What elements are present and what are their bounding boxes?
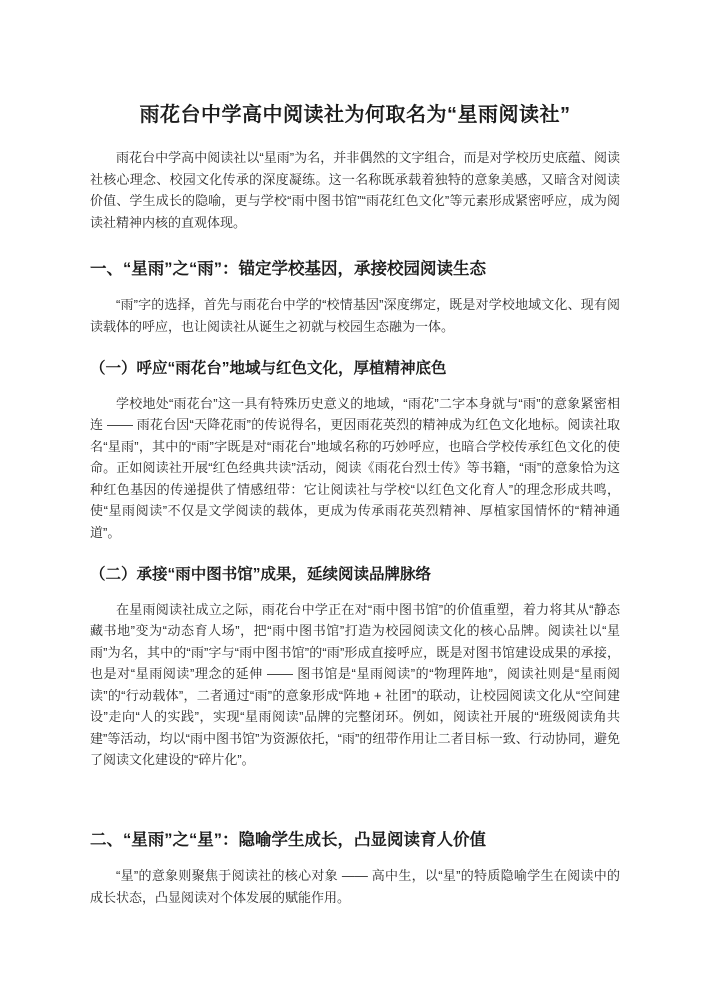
section-2-heading: 二、“星雨”之“星”：隐喻学生成长，凸显阅读育人价值: [90, 830, 486, 849]
document-title: 雨花台中学高中阅读社为何取名为“星雨阅读社”: [139, 104, 571, 126]
section-1-heading: 一、“星雨”之“雨”：锚定学校基因，承接校园阅读生态: [90, 260, 486, 278]
section-1-sub-1-heading: （一）呼应“雨花台”地域与红色文化，厚植精神底色: [90, 360, 447, 378]
section-2-lead-paragraph: “星”的意象则聚焦于阅读社的核心对象 —— 高中生，以“星”的特质隐喻学生在阅读中的成长状态，凸显阅读对个体发展的赋能作用。: [90, 868, 620, 905]
section-1-sub-1-paragraph: 学校地处“雨花台”这一具有特殊历史意义的地域，“雨花”二字本身就与“雨”的意象紧密相连 —— 雨花台因“天降花雨”的传说得名，更因雨花英烈的精神成为红色文化地标。阅读社取名“星雨”，其中的“雨”字既是对“雨花台”地域名称的巧妙呼应，也暗合学校传承红色文化的使命。正如阅读社开展“红色经典共读”活动，阅读《雨花台烈士传》等书籍，“雨”的意象恰为这种红色基因的传递提供了情感纽带：它让阅读社与学校“以红色文化育人”的理念形成共鸣，使“星雨阅读”不仅是文学阅读的载体，更成为传承雨花英烈精神、厚植家国情怀的“精神通道”。: [90, 395, 620, 540]
section-1-sub-2-heading: （二）承接“雨中图书馆”成果，延续阅读品牌脉络: [90, 566, 432, 584]
section-1-lead-paragraph: “雨”字的选择，首先与雨花台中学的“校情基因”深度绑定，既是对学校地域文化、现有阅读载体的呼应，也让阅读社从诞生之初就与校园生态融为一体。: [90, 297, 620, 334]
section-1-sub-2-paragraph: 在星雨阅读社成立之际，雨花台中学正在对“雨中图书馆”的价值重塑，着力将其从“静态藏书地”变为“动态育人场”，把“雨中图书馆”打造为校园阅读文化的核心品牌。阅读社以“星雨”为名，其中的“雨”字与“雨中图书馆”的“雨”形成直接呼应，既是对图书馆建设成果的承接，也是对“星雨阅读”理念的延伸 —— 图书馆是“星雨阅读”的“物理阵地”，阅读社则是“星雨阅读”的“行动载体”，二者通过“雨”的意象形成“阵地 + 社团”的联动，让校园阅读文化从“空间建设”走向“人的实践”，实现“星雨阅读”品牌的完整闭环。例如，阅读社开展的“班级阅读角共建”等活动，均以“雨中图书馆”为资源依托，“雨”的纽带作用让二者目标一致、行动协同，避免了阅读文化建设的“碎片化”。: [90, 601, 620, 768]
intro-paragraph: 雨花台中学高中阅读社以“星雨”为名，并非偶然的文字组合，而是对学校历史底蕴、阅读社核心理念、校园文化传承的深度凝练。这一名称既承载着独特的意象美感，又暗含对阅读价值、学生成长的隐喻，更与学校“雨中图书馆”“雨花红色文化”等元素形成紧密呼应，成为阅读社精神内核的直观体现。: [90, 150, 620, 230]
